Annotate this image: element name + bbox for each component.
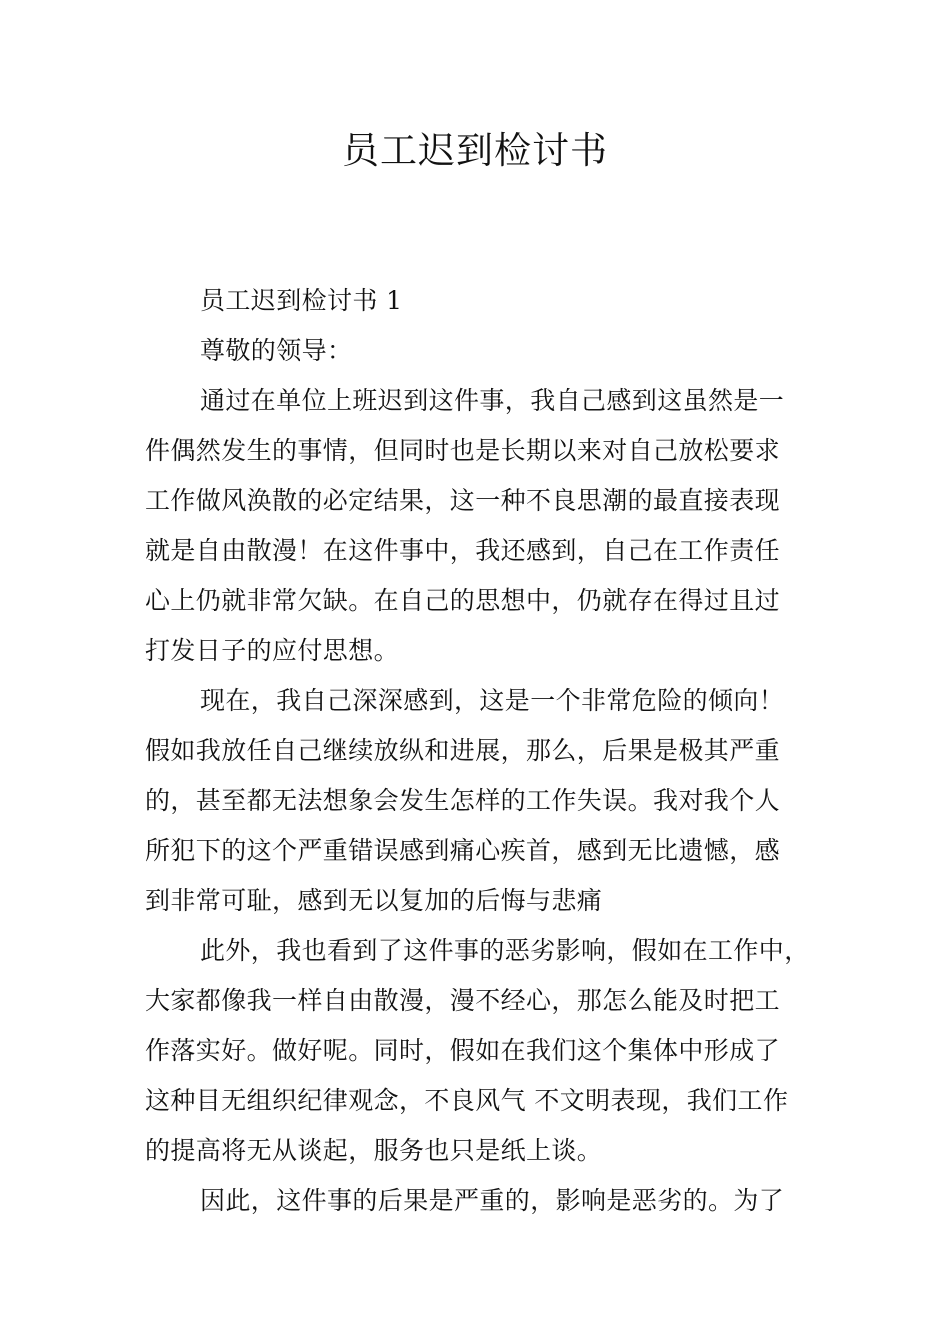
paragraph-3-line-3: 作落实好。做好呢。同时，假如在我们这个集体中形成了 bbox=[145, 1036, 781, 1065]
paragraph-4-line-1: 因此，这件事的后果是严重的，影响是恶劣的。为了 bbox=[200, 1186, 785, 1215]
document-title: 员工迟到检讨书 bbox=[342, 129, 608, 172]
paragraph-1-line-5: 心上仍就非常欠缺。在自己的思想中，仍就存在得过且过 bbox=[145, 586, 781, 615]
paragraph-2-line-3: 的，甚至都无法想象会发生怎样的工作失误。我对我个人 bbox=[145, 786, 781, 815]
salutation: 尊敬的领导： bbox=[200, 336, 353, 365]
paragraph-1-line-2: 件偶然发生的事情，但同时也是长期以来对自己放松要求 bbox=[145, 436, 781, 465]
document-body bbox=[145, 276, 810, 1226]
paragraph-1-line-3: 工作做风涣散的必定结果，这一种不良思潮的最直接表现 bbox=[145, 486, 781, 515]
paragraph-2-line-1: 现在，我自己深深感到，这是一个非常危险的倾向！ bbox=[200, 686, 785, 715]
section-heading: 员工迟到检讨书 1 bbox=[200, 286, 403, 315]
paragraph-3-line-1: 此外，我也看到了这件事的恶劣影响，假如在工作中， bbox=[200, 936, 810, 965]
paragraph-1-line-4: 就是自由散漫！在这件事中，我还感到，自己在工作责任 bbox=[145, 536, 781, 565]
paragraph-2-line-2: 假如我放任自己继续放纵和进展，那么，后果是极其严重 bbox=[145, 736, 781, 765]
paragraph-1-line-1: 通过在单位上班迟到这件事，我自己感到这虽然是一 bbox=[200, 386, 785, 415]
paragraph-3-line-5: 的提高将无从谈起，服务也只是纸上谈。 bbox=[145, 1136, 603, 1165]
paragraph-3-line-4: 这种目无组织纪律观念，不良风气 不文明表现，我们工作 bbox=[145, 1086, 789, 1115]
paragraph-3-line-2: 大家都像我一样自由散漫，漫不经心，那怎么能及时把工 bbox=[145, 986, 781, 1015]
paragraph-1-line-6: 打发日子的应付思想。 bbox=[145, 636, 400, 665]
paragraph-2-line-4: 所犯下的这个严重错误感到痛心疾首，感到无比遗憾，感 bbox=[145, 836, 781, 865]
paragraph-2-line-5: 到非常可耻，感到无以复加的后悔与悲痛 bbox=[145, 886, 603, 915]
